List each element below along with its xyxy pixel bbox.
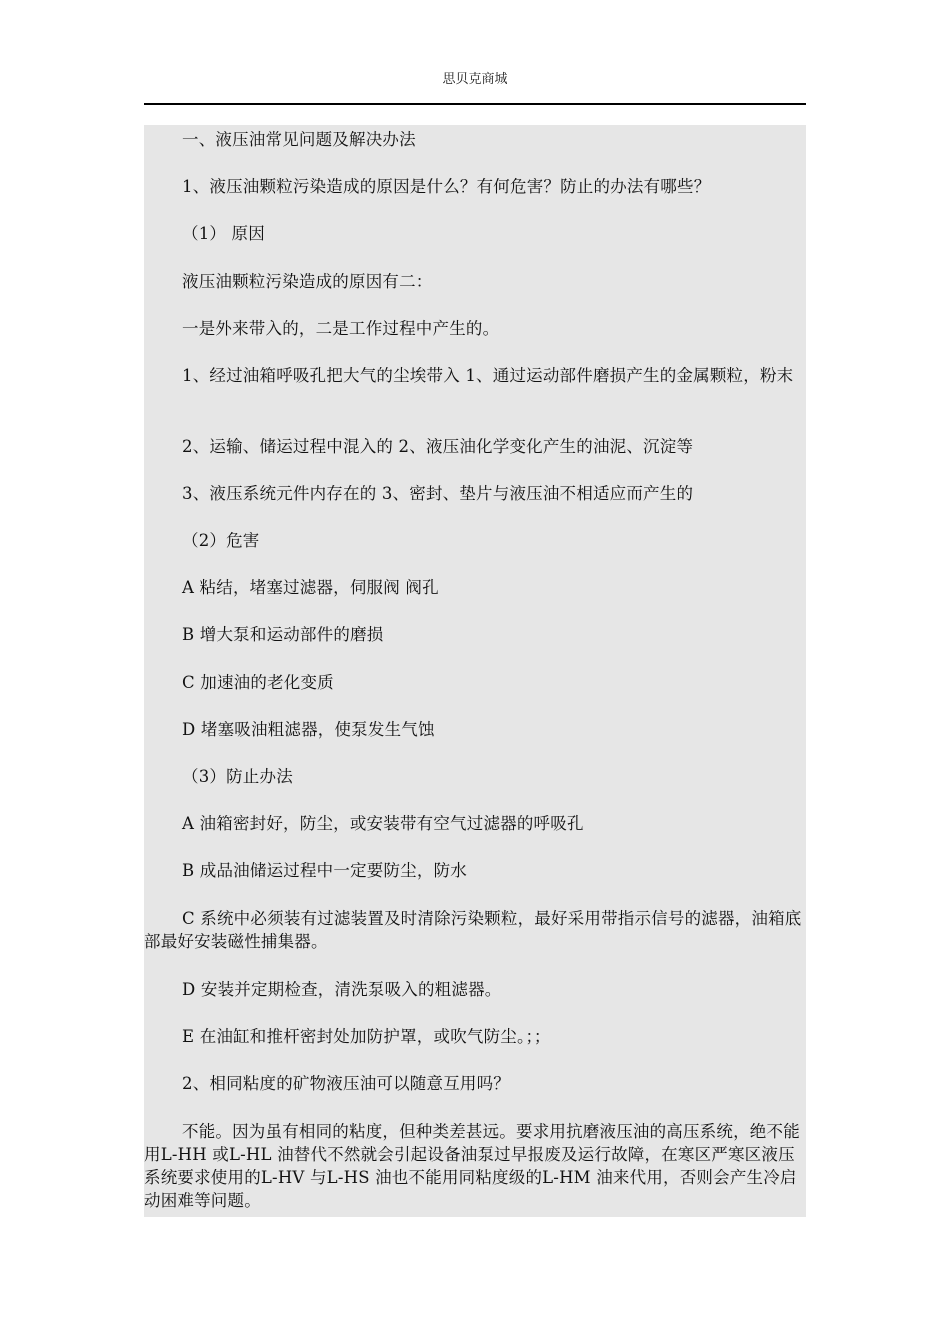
list-item: B 成品油储运过程中一定要防尘，防水 — [182, 861, 467, 880]
paragraph: 1、经过油箱呼吸孔把大气的尘埃带入 1、通过运动部件磨损产生的金属颗粒，粉末 — [182, 366, 794, 385]
list-item: D 堵塞吸油粗滤器，使泵发生气蚀 — [182, 720, 435, 739]
question-heading: 1、液压油颗粒污染造成的原因是什么？有何危害？防止的办法有哪些？ — [182, 177, 711, 196]
paragraph: 一是外来带入的，二是工作过程中产生的。 — [182, 319, 500, 338]
paragraph: 液压油颗粒污染造成的原因有二： — [182, 272, 433, 291]
list-item: D 安装并定期检查，清洗泵吸入的粗滤器。 — [182, 980, 502, 999]
subheading-cause: （1） 原因 — [182, 224, 265, 243]
list-item: E 在油缸和推杆密封处加防护罩，或吹气防尘。；； — [182, 1027, 551, 1046]
paragraph: 2、运输、储运过程中混入的 2、液压油化学变化产生的油泥、沉淀等 — [182, 437, 694, 456]
document-body — [144, 125, 806, 1217]
subheading-harm: （2）危害 — [182, 531, 260, 550]
page-header: 思贝克商城 — [442, 72, 508, 87]
list-item: B 增大泵和运动部件的磨损 — [182, 625, 384, 644]
paragraph: 3、液压系统元件内存在的 3、密封、垫片与液压油不相适应而产生的 — [182, 484, 694, 503]
list-item: A 粘结，堵塞过滤器，伺服阀 阀孔 — [182, 578, 439, 597]
subheading-prevention: （3）防止办法 — [182, 767, 293, 786]
list-item: A 油箱密封好，防尘，或安装带有空气过滤器的呼吸孔 — [182, 814, 584, 833]
header-divider — [144, 103, 806, 105]
section-heading: 一、液压油常见问题及解决办法 — [182, 130, 416, 149]
paragraph: 不能。因为虽有相同的粘度，但种类差甚远。要求用抗磨液压油的高压系统，绝不能用L-HH 或L-HL 油替代不然就会引起设备油泵过早报废及运行故障，在寒区严寒区液压系统要求使用的L-HV 与L-HS 油也不能用同粘度级的L-HM 油来代用，否则会产生冷启动困难等问题。 — [144, 1122, 800, 1210]
list-item: C 系统中必须装有过滤装置及时清除污染颗粒，最好采用带指示信号的滤器，油箱底部最好安装磁性捕集器。 — [144, 909, 802, 951]
list-item: C 加速油的老化变质 — [182, 673, 334, 692]
question-heading: 2、相同粘度的矿物液压油可以随意互用吗？ — [182, 1074, 510, 1093]
